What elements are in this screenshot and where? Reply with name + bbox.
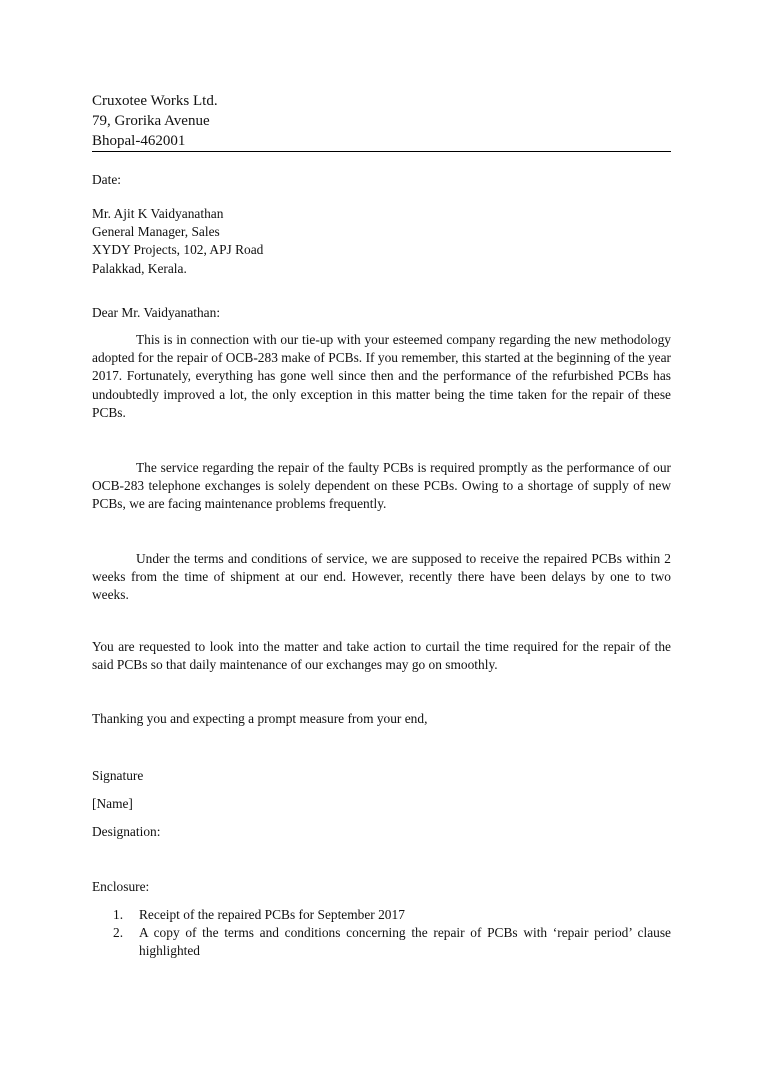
designation-line [92,823,671,841]
designation-label: Designation: [92,824,161,839]
signature-line [92,767,671,785]
enclosure-item-text: A copy of the terms and conditions concerning the repair of PCBs with ‘repair period’ clause highlighted [139,925,671,959]
enclosure-item-number: 2. [113,925,124,941]
name-line [92,795,671,813]
enclosure-list [92,906,671,961]
salutation [92,304,671,322]
recipient-address-block [92,205,671,278]
recipient-name: Mr. Ajit K Vaidyanathan [92,206,224,221]
closing-text: Thanking you and expecting a prompt measure from your end, [92,711,428,726]
sender-company: Cruxotee Works Ltd. [92,93,218,109]
enclosure-label: Enclosure: [92,879,150,894]
sender-city: Bhopal-462001 [92,133,186,149]
body-paragraph-3: Under the terms and conditions of service, we are supposed to receive the repaired PCBs within 2 weeks from the time of shipment at our end. However, recently there have been delays by one to two weeks. [92,551,671,603]
enclosure-heading [92,878,671,896]
enclosure-item-number: 1. [113,907,124,922]
body-paragraph-1: This is in connection with our tie-up with your esteemed company regarding the new methodology adopted for the repair of OCB-283 make of PCBs. If you remember, this started at the beginning of the year 2017. Fortunately, everything has gone well since then and the performance of the refurbished PCBs has undoubtedly improved a lot, the only exception in this matter being the time taken for the repair of these PCBs. [92,332,671,420]
name-placeholder: [Name] [92,796,133,811]
enclosure-item [92,924,671,960]
date-line [92,171,671,189]
recipient-address: XYDY Projects, 102, APJ Road [92,242,264,258]
header-divider [92,151,671,152]
date-label: Date: [92,172,121,187]
sender-address-block [92,91,671,151]
closing-line [92,710,671,728]
enclosure-item-text: Receipt of the repaired PCBs for September 2017 [139,907,405,922]
body-paragraph-2: The service regarding the repair of the faulty PCBs is required promptly as the performance of our OCB-283 telephone exchanges is solely dependent on these PCBs. Owing to a shortage of supply of new PCBs, we are facing maintenance problems frequently. [92,460,671,512]
salutation-text: Dear Mr. Vaidyanathan: [92,305,221,320]
recipient-city: Palakkad, Kerala. [92,260,187,276]
recipient-title: General Manager, Sales [92,224,220,240]
enclosure-item [92,906,671,924]
body-paragraph-4: You are requested to look into the matter and take action to curtail the time required for the repair of the said PCBs so that daily maintenance of our exchanges may go on smoothly. [92,639,671,673]
sender-street: 79, Grorika Avenue [92,113,210,129]
signature-label: Signature [92,768,144,783]
